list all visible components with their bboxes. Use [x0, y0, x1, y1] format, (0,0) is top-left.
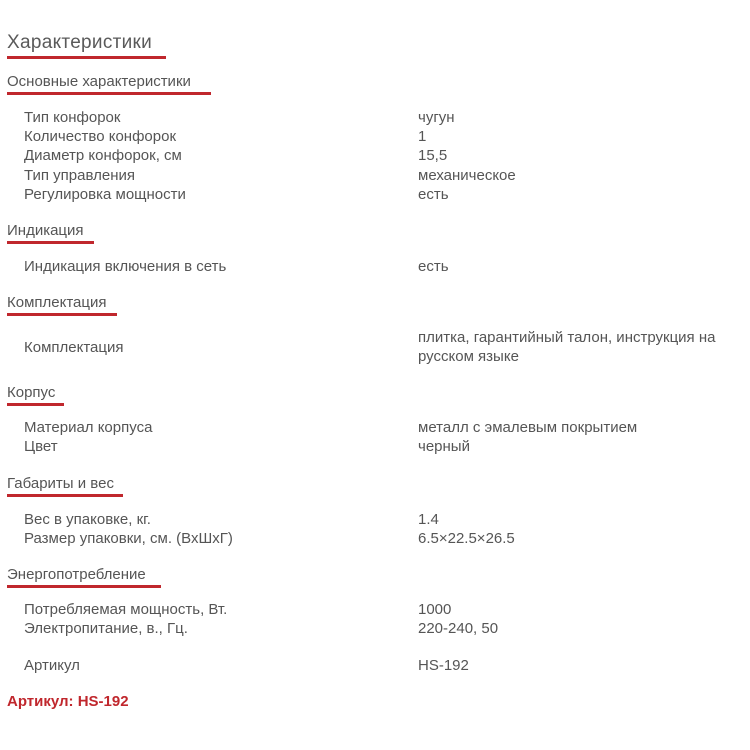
spec-value-package-contents: плитка, гарантийный талон, инструкция на русском языке: [418, 329, 716, 365]
section-underline-main: [7, 92, 211, 95]
page-title: Характеристики: [7, 32, 153, 53]
section-underline-package: [7, 313, 117, 316]
spec-label-color: Цвет: [24, 438, 58, 455]
page-title-underline: [7, 56, 166, 59]
spec-value-color: черный: [418, 438, 470, 455]
footer-sku: Артикул: HS-192: [7, 693, 129, 710]
spec-value-power-indicator: есть: [418, 258, 449, 275]
spec-label-package-size: Размер упаковки, см. (ВхШхГ): [24, 530, 233, 547]
spec-label-power-indicator: Индикация включения в сеть: [24, 258, 227, 275]
spec-label-control-type: Тип управления: [24, 167, 135, 184]
spec-value-package-weight: 1.4: [418, 511, 439, 528]
spec-label-burner-diameter: Диаметр конфорок, см: [24, 147, 182, 164]
section-title-package: Комплектация: [7, 294, 107, 311]
spec-label-package-contents: Комплектация: [24, 339, 124, 356]
spec-label-power-consumption: Потребляемая мощность, Вт.: [24, 601, 228, 618]
spec-label-package-weight: Вес в упаковке, кг.: [24, 511, 151, 528]
spec-value-article: HS-192: [418, 657, 469, 674]
section-underline-power: [7, 585, 161, 588]
spec-value-burner-diameter: 15,5: [418, 147, 448, 164]
spec-value-power-supply: 220-240, 50: [418, 620, 499, 637]
section-underline-dimensions: [7, 494, 123, 497]
spec-label-power-regulation: Регулировка мощности: [24, 186, 186, 203]
section-underline-body: [7, 403, 64, 406]
section-title-body: Корпус: [7, 384, 56, 401]
spec-label-body-material: Материал корпуса: [24, 419, 153, 436]
spec-value-package-size: 6.5×22.5×26.5: [418, 530, 515, 547]
section-title-indication: Индикация: [7, 222, 84, 239]
spec-value-burner-type: чугун: [418, 109, 455, 126]
spec-label-burner-count: Количество конфорок: [24, 128, 177, 145]
spec-label-article: Артикул: [24, 657, 80, 674]
spec-value-control-type: механическое: [418, 167, 516, 184]
section-underline-indication: [7, 241, 94, 244]
spec-label-power-supply: Электропитание, в., Гц.: [24, 620, 188, 637]
section-title-power: Энергопотребление: [7, 566, 146, 583]
spec-value-power-regulation: есть: [418, 186, 449, 203]
spec-label-burner-type: Тип конфорок: [24, 109, 121, 126]
spec-value-body-material: металл с эмалевым покрытием: [418, 419, 638, 436]
section-title-main: Основные характеристики: [7, 73, 191, 90]
section-title-dimensions: Габариты и вес: [7, 475, 114, 492]
spec-value-power-consumption: 1000: [418, 601, 452, 618]
spec-value-burner-count: 1: [418, 128, 427, 145]
